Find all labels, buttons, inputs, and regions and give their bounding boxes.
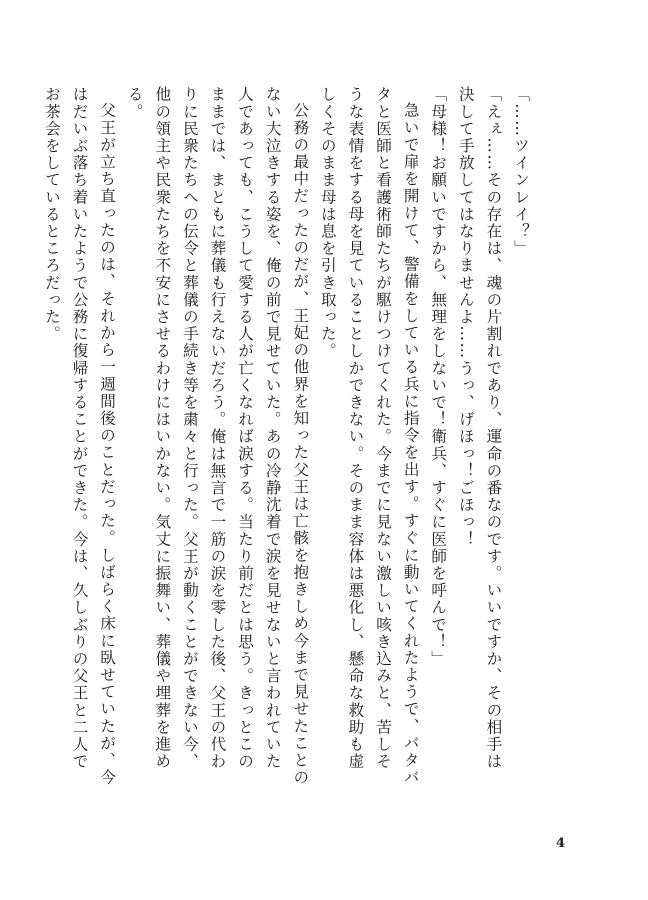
page-number: 4 (556, 836, 566, 851)
paragraph-4: 急いで扉を開けて、警備をしている兵に指令を出す。すぐに動いてくれたようで、バタバタと医師と看護術師たちが駆けつけてくれた。今までに見ない激しい咳き込みと、苦しそうな表情をする母を見ていることしかできない。そのまま容体は悪化し、懸命な救助も虚しくそのまま母は息を引き取った。 (318, 86, 420, 786)
paragraph-6: 父王が立ち直ったのは、それから一週間後のことだった。しばらく床に臥せていたが、今はだいぶ落ち着いたようで公務に復帰することができた。今は、久しぶりの父王と二人でお茶会をしているところだった。 (42, 86, 117, 786)
paragraph-1: 「……ツインレイ？」 (512, 86, 530, 257)
body-text (42, 86, 534, 786)
paragraph-3: 「母様！お願いですから、無理をしないで！衛兵、すぐに医師を呼んで！」 (429, 86, 448, 668)
paragraph-5: 公務の最中だったのだが、王妃の他界を知った父王は亡骸を抱きしめ今まで見せたことのない大泣きする姿を、俺の前で見せていた。あの冷静沈着で涙を見せないと言われていた人であっても、こうして愛する人が亡くなれば涙する。当たり前だとは思う。きっとこのままでは、まともに葬儀も行えないだろう。俺は無言で一筋の涙を零した後、父王の代わりに民衆たちへの伝令と葬儀の手続き等を粛々と行った。父王が動くことができない今、他の領主や民衆たちを不安にさせるわけにはいかない。気丈に振舞い、葬儀や埋葬を進める。 (125, 86, 310, 786)
paragraph-2: 「えぇ……その存在は、魂の片割れであり、運命の番なのです。いいですか、その相手は決して手放してはなりませんよ……うっ、げほっ！ごほっ！ (456, 86, 503, 770)
